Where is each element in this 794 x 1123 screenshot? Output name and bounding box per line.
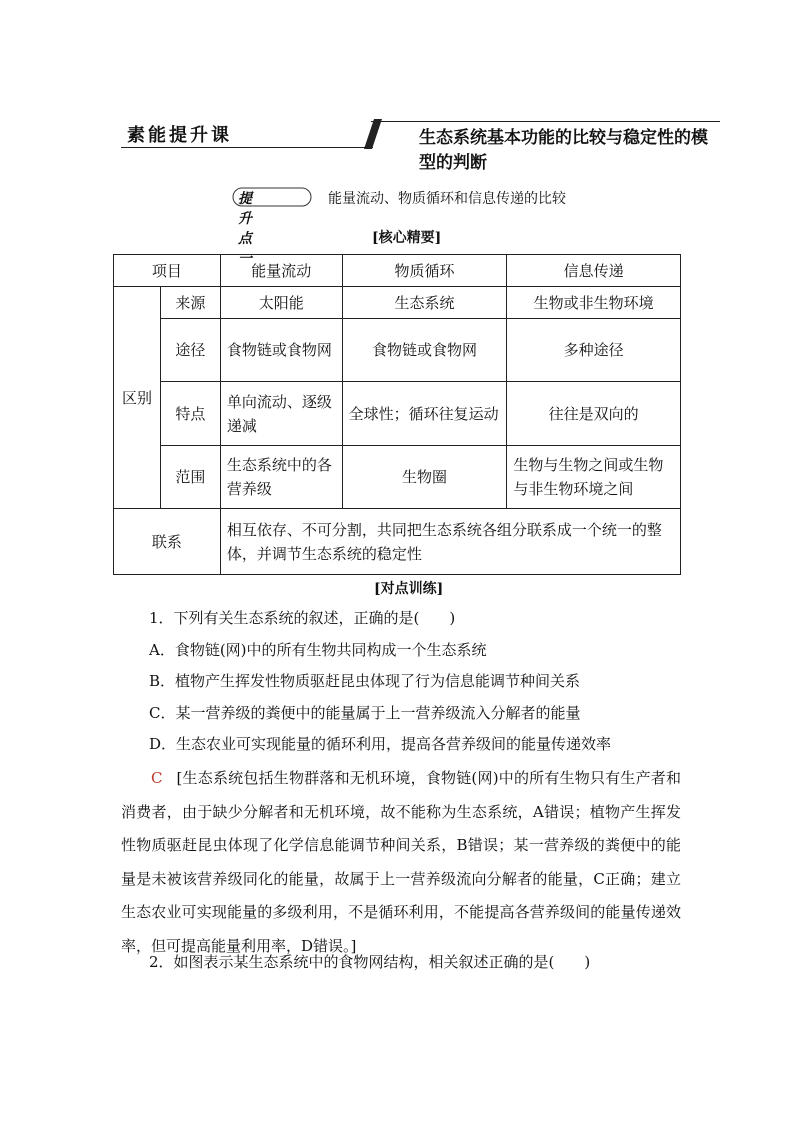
question-1-stem: 1．下列有关生态系统的叙述，正确的是( ) <box>149 609 456 627</box>
page-header <box>121 121 719 173</box>
table-cell: 生态系统中的各营养级 <box>220 446 342 509</box>
table-header-row <box>114 255 681 287</box>
question-1-explanation-block <box>121 762 681 963</box>
header-rule-bottom <box>121 147 373 148</box>
table-cell: 食物链或食物网 <box>220 319 342 382</box>
table-row <box>114 446 681 509</box>
table-cell: 生物或非生物环境 <box>507 287 681 319</box>
question-1-option-c: C．某一营养级的粪便中的能量属于上一营养级流入分解者的能量 <box>149 704 581 722</box>
table-link-text: 相互依存、不可分割，共同把生态系统各组分联系成一个统一的整体，并调节生态系统的稳定性 <box>220 509 680 575</box>
table-cell: 往往是双向的 <box>507 382 681 446</box>
point-badge-label: 提升点一 <box>238 191 254 267</box>
header-tag: 素能提升课 <box>127 125 232 146</box>
table-row <box>114 319 681 382</box>
table-cell: 单向流动、逐级递减 <box>220 382 342 446</box>
table-link-label: 联系 <box>114 509 221 575</box>
table-link-row <box>114 509 681 575</box>
table-row <box>114 287 681 319</box>
table-group-label: 区别 <box>114 287 161 509</box>
table-cell: 太阳能 <box>220 287 342 319</box>
question-1-option-d: D．生态农业可实现能量的循环利用，提高各营养级间的能量传递效率 <box>149 735 612 753</box>
table-cell: 生物圈 <box>342 446 507 509</box>
question-1-answer: C <box>151 769 163 787</box>
table-row-label: 途径 <box>160 319 220 382</box>
section-training-label: [对点训练] <box>374 581 444 597</box>
table-row <box>114 382 681 446</box>
section-core-label: [核心精要] <box>372 230 442 246</box>
question-1-option-b: B．植物产生挥发性物质驱赶昆虫体现了行为信息能调节种间关系 <box>149 672 581 690</box>
slash-divider-icon <box>364 119 382 149</box>
table-cell: 多种途径 <box>507 319 681 382</box>
table-header-cell: 项目 <box>114 255 221 287</box>
table-row-label: 来源 <box>160 287 220 319</box>
question-2-stem: 2．如图表示某生态系统中的食物网结构，相关叙述正确的是( ) <box>149 953 591 971</box>
table-cell: 食物链或食物网 <box>342 319 507 382</box>
header-title: 生态系统基本功能的比较与稳定性的模型的判断 <box>419 128 708 173</box>
table-cell: 生态系统 <box>342 287 507 319</box>
question-1-option-a: A．食物链(网)中的所有生物共同构成一个生态系统 <box>149 641 487 659</box>
table-header-cell: 能量流动 <box>220 255 342 287</box>
question-1-explanation: [生态系统包括生物群落和无机环境，食物链(网)中的所有生物只有生产者和消费者，由于缺少分解者和无机环境，故不能称为生态系统，A错误；植物产生挥发性物质驱赶昆虫体现了化学信息能调节种间关系，B错误；某一营养级的粪便中的能量是未被该营养级同化的能量，故属于上一营养级流向分解者的能量，C正确；建立生态农业可实现能量的多级利用，不是循环利用，不能提高各营养级间的能量传递效率，但可提高能量利用率，D错误。] <box>121 769 681 955</box>
table-cell: 生物与生物之间或生物与非生物环境之间 <box>507 446 681 509</box>
comparison-table <box>113 254 681 575</box>
header-rule-top <box>371 121 720 122</box>
table-header-cell: 物质循环 <box>342 255 507 287</box>
point-title: 能量流动、物质循环和信息传递的比较 <box>328 191 566 207</box>
table-row-label: 特点 <box>160 382 220 446</box>
table-row-label: 范围 <box>160 446 220 509</box>
table-cell: 全球性；循环往复运动 <box>342 382 507 446</box>
table-header-cell: 信息传递 <box>507 255 681 287</box>
